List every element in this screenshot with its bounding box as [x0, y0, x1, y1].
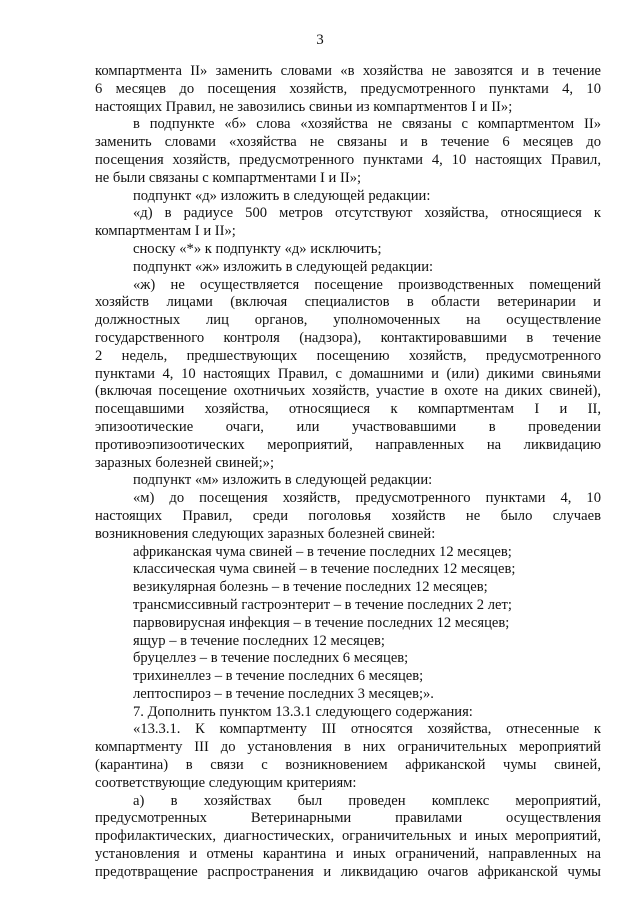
- text-line: должностных лиц органов, уполномоченных на осуществление: [95, 312, 601, 329]
- text-line: государственного контроля (надзора), контактировавшими в течение: [95, 329, 601, 346]
- text-line: 6 месяцев до посещения хозяйств, предусмотренного пунктами 4, 10: [95, 80, 601, 97]
- text-line: компартменту III до установления в них ограничительных мероприятий: [95, 739, 601, 756]
- text-line: классическая чума свиней – в течение последних 12 месяцев;: [133, 561, 516, 578]
- text-line: посещавшими хозяйства, относящиеся к компартментам I и II,: [95, 401, 601, 418]
- text-line: профилактических, диагностических, ограничительных и иных мероприятий,: [95, 828, 601, 845]
- document-body: [95, 63, 601, 882]
- text-line: подпункт «д» изложить в следующей редакции:: [133, 187, 431, 204]
- text-line: в подпункте «б» слова «хозяйства не связаны с компартментом II»: [133, 116, 601, 133]
- text-line: трансмиссивный гастроэнтерит – в течение последних 2 лет;: [133, 596, 512, 613]
- text-line: трихинеллез – в течение последних 6 месяцев;: [133, 668, 424, 685]
- text-line: «д) в радиусе 500 метров отсутствуют хозяйства, относящиеся к: [133, 205, 601, 222]
- page-number: 3: [316, 32, 324, 48]
- text-line: парвовирусная инфекция – в течение последних 12 месяцев;: [133, 614, 510, 631]
- text-line: а) в хозяйствах был проведен комплекс мероприятий,: [133, 792, 601, 809]
- text-line: подпункт «м» изложить в следующей редакции:: [133, 472, 433, 489]
- text-line: лептоспироз – в течение последних 3 месяцев;».: [133, 685, 434, 702]
- text-line: эпизоотические очаги, или участвовавшими в проведении: [95, 418, 601, 435]
- text-line: компартментам I и II»;: [95, 223, 236, 240]
- text-line: заразных болезней свиней;»;: [95, 454, 275, 471]
- text-line: настоящих Правил, среди поголовья хозяйств не было случаев: [95, 507, 601, 524]
- text-line: африканская чума свиней – в течение последних 12 месяцев;: [133, 543, 512, 560]
- text-line: «13.3.1. К компартменту III относятся хозяйства, отнесенные к: [133, 721, 601, 738]
- text-line: соответствующие следующим критериям:: [95, 774, 357, 791]
- text-line: (включая посещение охотничьих хозяйств, участие в охоте на диких свиней),: [95, 383, 601, 400]
- text-line: настоящих Правил, не завозились свиньи из компартментов I и II»;: [95, 98, 513, 115]
- text-line: «ж) не осуществляется посещение производственных помещений: [133, 276, 601, 293]
- text-line: компартмента II» заменить словами «в хозяйства не завозятся и в течение: [95, 63, 601, 79]
- text-line: сноску «*» к подпункту «д» исключить;: [133, 240, 382, 257]
- text-line: предусмотренных Ветеринарными правилами осуществления: [95, 810, 601, 827]
- text-line: предотвращение распространения и ликвидацию очагов африканской чумы: [95, 863, 601, 880]
- text-line: хозяйств лицами (включая специалистов в области ветеринарии и: [95, 294, 601, 311]
- text-line: бруцеллез – в течение последних 6 месяцев;: [133, 650, 409, 667]
- text-line: ящур – в течение последних 12 месяцев;: [133, 632, 385, 649]
- text-line: (карантина) в связи с возникновением африканской чумы свиней,: [95, 757, 601, 774]
- text-line: 7. Дополнить пунктом 13.3.1 следующего содержания:: [133, 703, 473, 720]
- text-line: подпункт «ж» изложить в следующей редакции:: [133, 258, 434, 275]
- text-line: не были связаны с компартментами I и II»;: [95, 169, 362, 186]
- text-line: заменить словами «хозяйства не связаны и в течение 6 месяцев до: [95, 134, 601, 151]
- text-line: везикулярная болезнь – в течение последних 12 месяцев;: [133, 579, 488, 596]
- text-line: 2 недель, предшествующих посещению хозяйств, предусмотренного: [95, 347, 601, 364]
- text-line: возникновения следующих заразных болезней свиней:: [95, 525, 436, 542]
- text-line: противоэпизоотических мероприятий, направленных на ликвидацию: [95, 436, 601, 453]
- text-line: пунктами 4, 10 настоящих Правил, с домашними и (или) дикими свиньями: [95, 365, 601, 382]
- text-line: установления и отмены карантина и иных ограничений, направленных на: [95, 846, 601, 863]
- text-line: «м) до посещения хозяйств, предусмотренного пунктами 4, 10: [133, 490, 601, 507]
- text-line: посещения хозяйств, предусмотренного пунктами 4, 10 настоящих Правил,: [95, 151, 601, 168]
